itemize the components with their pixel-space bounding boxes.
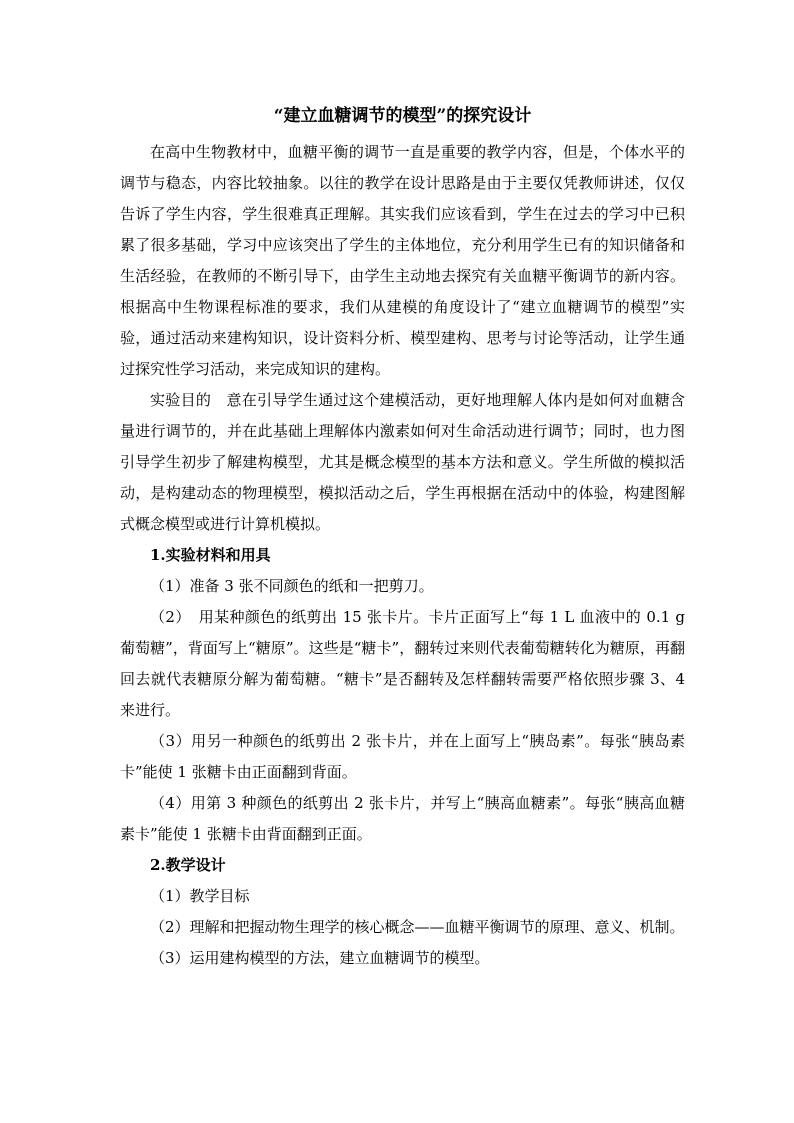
materials-item-1: （1）准备 3 张不同颜色的纸和一把剪刀。 [150, 577, 434, 595]
intro-paragraph: 在高中生物教材中，血糖平衡的调节一直是重要的教学内容，但是，个体水平的调节与稳态，内容比较抽象。以往的教学在设计思路是由于主要仅凭教师讲述，仅仅告诉了学生内容，学生很难真正理解。其实我们应该看到，学生在过去的学习中已积累了很多基础，学习中应该突出了学生的主体地位，充分利用学生已有的知识储备和生活经验，在教师的不断引导下，由学生主动地去探究有关血糖平衡调节的新内容。根据高中生物课程标准的要求，我们从建模的角度设计了“建立血糖调节的模型”实验，通过活动来建构知识，设计资料分析、模型建构、思考与讨论等活动，让学生通过探究性学习活动，来完成知识的建构。 [120, 143, 685, 378]
teaching-design-item-1: （1）教学目标 [150, 887, 250, 905]
teaching-design-item-3: （3）运用建构模型的方法，建立血糖调节的模型。 [150, 949, 490, 967]
document-page [120, 101, 685, 974]
materials-item-2: （2） 用某种颜色的纸剪出 15 张卡片。卡片正面写上“每 1 L 血液中的 0.1 g 葡萄糖”，背面写上“糖原”。这些是“糖卡”，翻转过来则代表葡萄糖转化为糖原，再翻回去就代表糖原分解为葡萄糖。“糖卡”是否翻转及怎样翻转需要严格依照步骤 3、4 来进行。 [120, 608, 685, 719]
materials-item-3: （3）用另一种颜色的纸剪出 2 张卡片，并在上面写上“胰岛素”。每张“胰岛素卡”能使 1 张糖卡由正面翻到背面。 [120, 732, 685, 781]
materials-item-4: （4）用第 3 种颜色的纸剪出 2 张卡片，并写上“胰高血糖素”。每张“胰高血糖素卡”能使 1 张糖卡由背面翻到正面。 [120, 794, 685, 843]
teaching-design-item-2: （2）理解和把握动物生理学的核心概念——血糖平衡调节的原理、意义、机制。 [150, 918, 685, 936]
section-heading-teaching-design: 2.教学设计 [150, 856, 226, 874]
experiment-purpose-paragraph: 实验目的 意在引导学生通过这个建模活动，更好地理解人体内是如何对血糖含量进行调节的，并在此基础上理解体内激素如何对生命活动进行调节；同时，也力图引导学生初步了解建构模型，尤其是概念模型的基本方法和意义。学生所做的模拟活动，是构建动态的物理模型，模拟活动之后，学生再根据在活动中的体验，构建图解式概念模型或进行计算机模拟。 [120, 391, 685, 533]
document-title: “建立血糖调节的模型”的探究设计 [273, 106, 532, 126]
section-heading-materials: 1.实验材料和用具 [150, 546, 271, 564]
